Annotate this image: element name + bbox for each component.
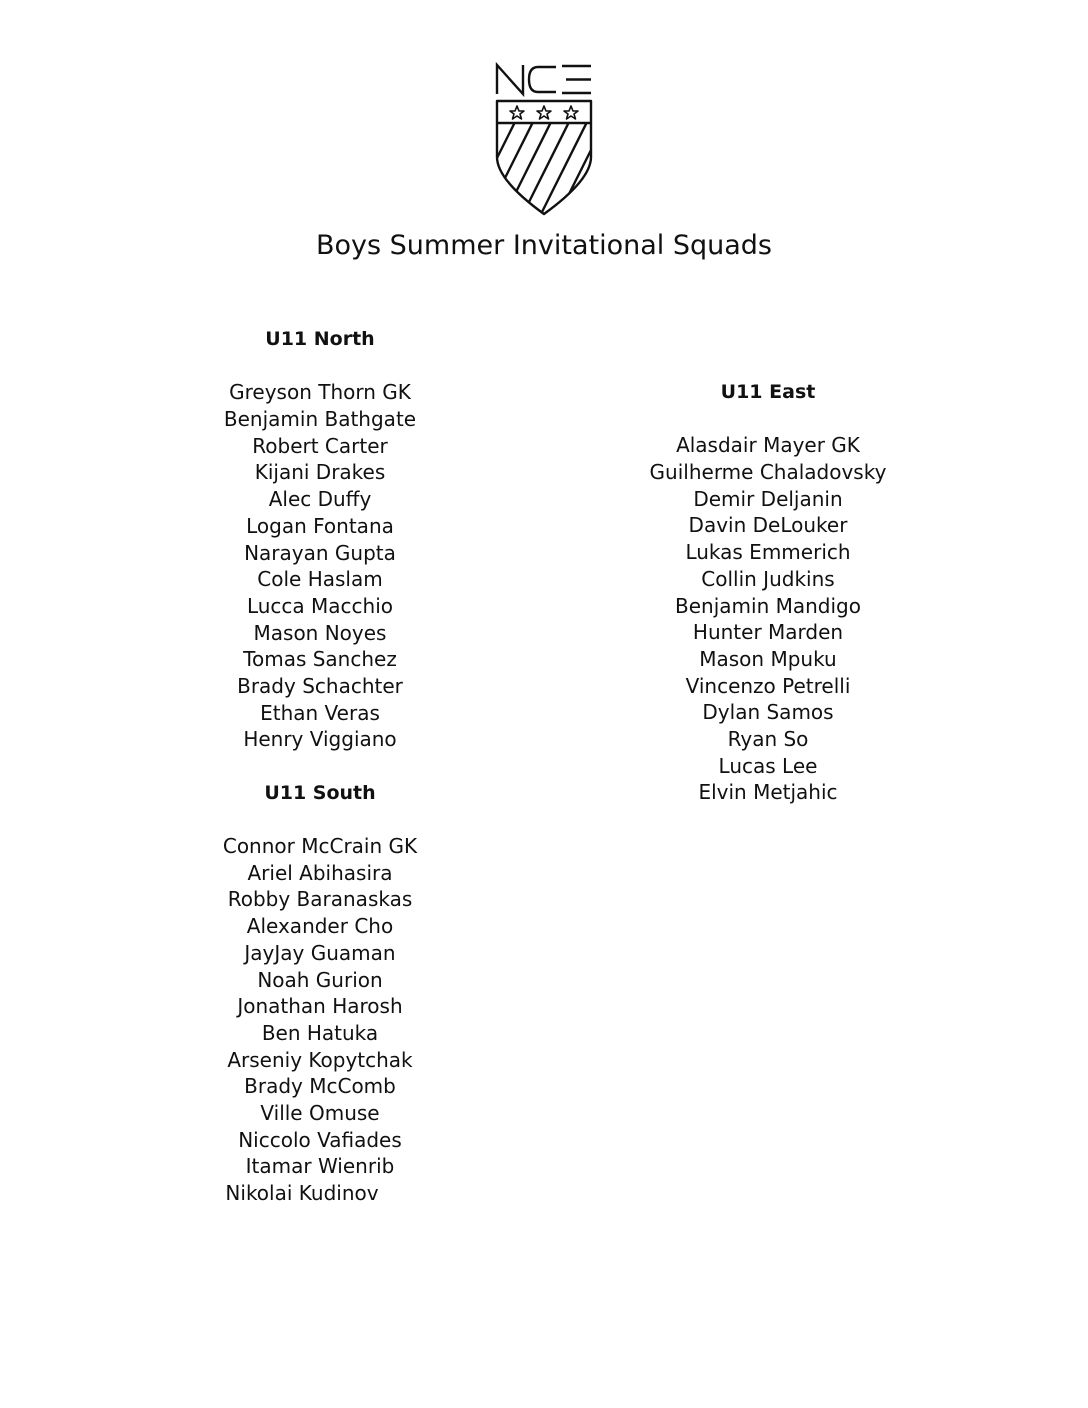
- player-name: Dylan Samos: [702, 700, 834, 725]
- player-name: Robby Baranaskas: [227, 887, 413, 912]
- player-name: Ethan Veras: [260, 700, 380, 725]
- player-list: [170, 833, 470, 1207]
- nce-crest-logo: [490, 62, 598, 218]
- squad-u11-east: [588, 379, 948, 806]
- player-name: Guilherme Chaladovsky: [649, 460, 887, 485]
- player-name: Tomas Sanchez: [243, 647, 397, 672]
- player-name: Ben Hatuka: [261, 1020, 379, 1045]
- player-name: Logan Fontana: [246, 513, 394, 538]
- player-name: Noah Gurion: [257, 967, 383, 992]
- squad-heading: U11 North: [265, 328, 375, 350]
- squad-heading: U11 East: [720, 381, 816, 403]
- player-name: Mason Noyes: [253, 620, 387, 645]
- player-name: Lucca Macchio: [246, 593, 394, 618]
- player-name: Nikolai Kudinov: [225, 1181, 379, 1205]
- squad-heading: U11 South: [264, 781, 376, 804]
- player-name: Alec Duffy: [268, 487, 372, 512]
- player-name: Lukas Emmerich: [685, 540, 851, 565]
- player-name: Benjamin Mandigo: [675, 593, 861, 618]
- player-name: Henry Viggiano: [243, 727, 397, 752]
- player-name: Ryan So: [727, 726, 809, 751]
- player-name: Connor McCrain GK: [222, 834, 418, 859]
- player-name: Kijani Drakes: [254, 460, 386, 485]
- squad-u11-south: [170, 780, 470, 1207]
- player-name: Narayan Gupta: [244, 540, 396, 565]
- squad-u11-north: [170, 326, 470, 753]
- player-name: Alasdair Mayer GK: [676, 433, 860, 458]
- player-name: Jonathan Harosh: [237, 994, 403, 1019]
- player-list: [588, 432, 948, 806]
- player-name: Elvin Metjahic: [698, 780, 838, 805]
- player-name: Robert Carter: [252, 433, 388, 458]
- player-name: Mason Mpuku: [699, 646, 837, 671]
- player-name: Lucas Lee: [718, 753, 818, 778]
- player-name: Arseniy Kopytchak: [227, 1047, 413, 1072]
- player-name: Ariel Abihasira: [247, 860, 393, 885]
- player-name: Brady Schachter: [237, 673, 403, 698]
- player-name: Benjamin Bathgate: [223, 407, 417, 432]
- player-name: Vincenzo Petrelli: [685, 673, 851, 698]
- player-name: Niccolo Vafiades: [238, 1127, 402, 1152]
- page-title: Boys Summer Invitational Squads: [316, 230, 772, 261]
- player-name: Davin DeLouker: [688, 513, 848, 538]
- player-list: [170, 379, 470, 753]
- player-name: Demir Deljanin: [693, 486, 843, 511]
- squads-right-column: [588, 379, 948, 806]
- player-name: Hunter Marden: [692, 620, 844, 645]
- player-name: Itamar Wienrib: [245, 1154, 395, 1179]
- player-name: Alexander Cho: [246, 914, 394, 939]
- player-name: Collin Judkins: [701, 566, 835, 591]
- squads-left-column: [170, 326, 470, 1207]
- player-name: JayJay Guaman: [244, 940, 396, 965]
- player-name: Brady McComb: [244, 1074, 396, 1099]
- player-name: Greyson Thorn GK: [229, 380, 411, 405]
- player-name: Cole Haslam: [257, 567, 383, 592]
- player-name: Ville Omuse: [260, 1100, 380, 1125]
